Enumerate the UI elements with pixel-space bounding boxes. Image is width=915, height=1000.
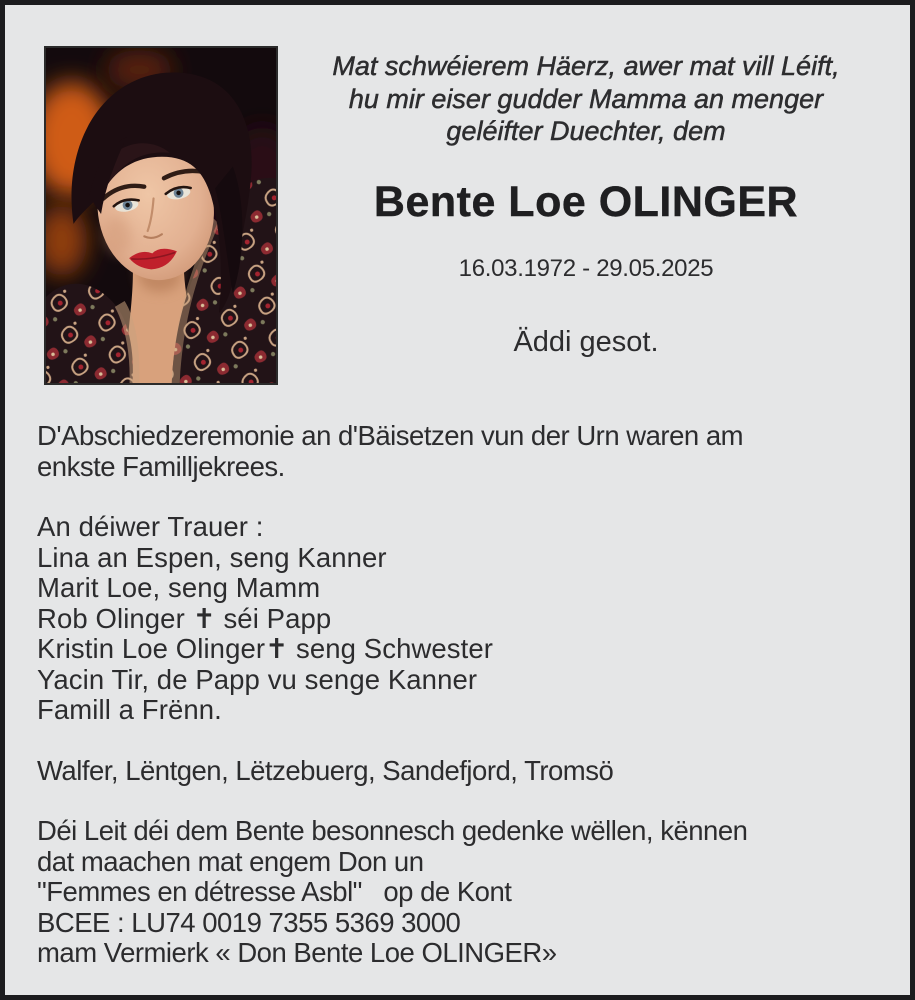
donation-reference: mam Vermierk « Don Bente Loe OLINGER» [37, 937, 557, 968]
donation-line: Déi Leit déi dem Bente besonnesch gedenke wëllen, kënnen [37, 815, 748, 846]
mourner-line: Rob Olinger ✝ séi Papp [37, 602, 332, 634]
farewell-text: Äddi gesot. [513, 326, 659, 358]
mourner-line: Famill a Frënn. [37, 694, 222, 725]
intro-line: hu mir eiser gudder Mamma an menger [348, 83, 824, 114]
life-dates: 16.03.1972 - 29.05.2025 [458, 255, 714, 282]
locations-line: Walfer, Lëntgen, Lëtzebuerg, Sandefjord, Tromsö [37, 754, 614, 786]
locations-paragraph [37, 756, 887, 787]
mourner-line: Marit Loe, seng Mamm [37, 572, 321, 603]
donation-paragraph [37, 816, 887, 969]
mourner-line: Kristin Loe Olinger✝ seng Schwester [37, 633, 494, 664]
intro-line: Mat schwéierem Häerz, awer mat vill Léift, [332, 51, 840, 81]
donation-account: BCEE : LU74 0019 7355 5369 3000 [37, 906, 461, 938]
portrait-photo-illustration [46, 48, 276, 383]
mourner-line: Yacin Tir, de Papp vu senge Kanner [37, 663, 478, 695]
donation-line: dat maachen mat engem Don un [37, 845, 424, 877]
ceremony-line: D'Abschiedzeremonie an d'Bäisetzen vun der Urn waren am [37, 420, 744, 451]
mourners-paragraph [37, 512, 887, 726]
ceremony-paragraph [37, 421, 887, 482]
mourner-line: Lina an Espen, seng Kanner [37, 541, 387, 573]
notice-body [37, 421, 887, 969]
portrait-photo [44, 46, 278, 385]
intro-text [284, 50, 888, 148]
intro-line: geléifter Duechter, dem [446, 116, 726, 146]
mourning-intro: An déiwer Trauer : [37, 511, 264, 542]
ceremony-line: enkste Familljekrees. [37, 450, 285, 482]
deceased-name: Bente Loe OLINGER [373, 178, 799, 226]
donation-line: "Femmes en détresse Asbl" op de Kont [37, 876, 512, 907]
